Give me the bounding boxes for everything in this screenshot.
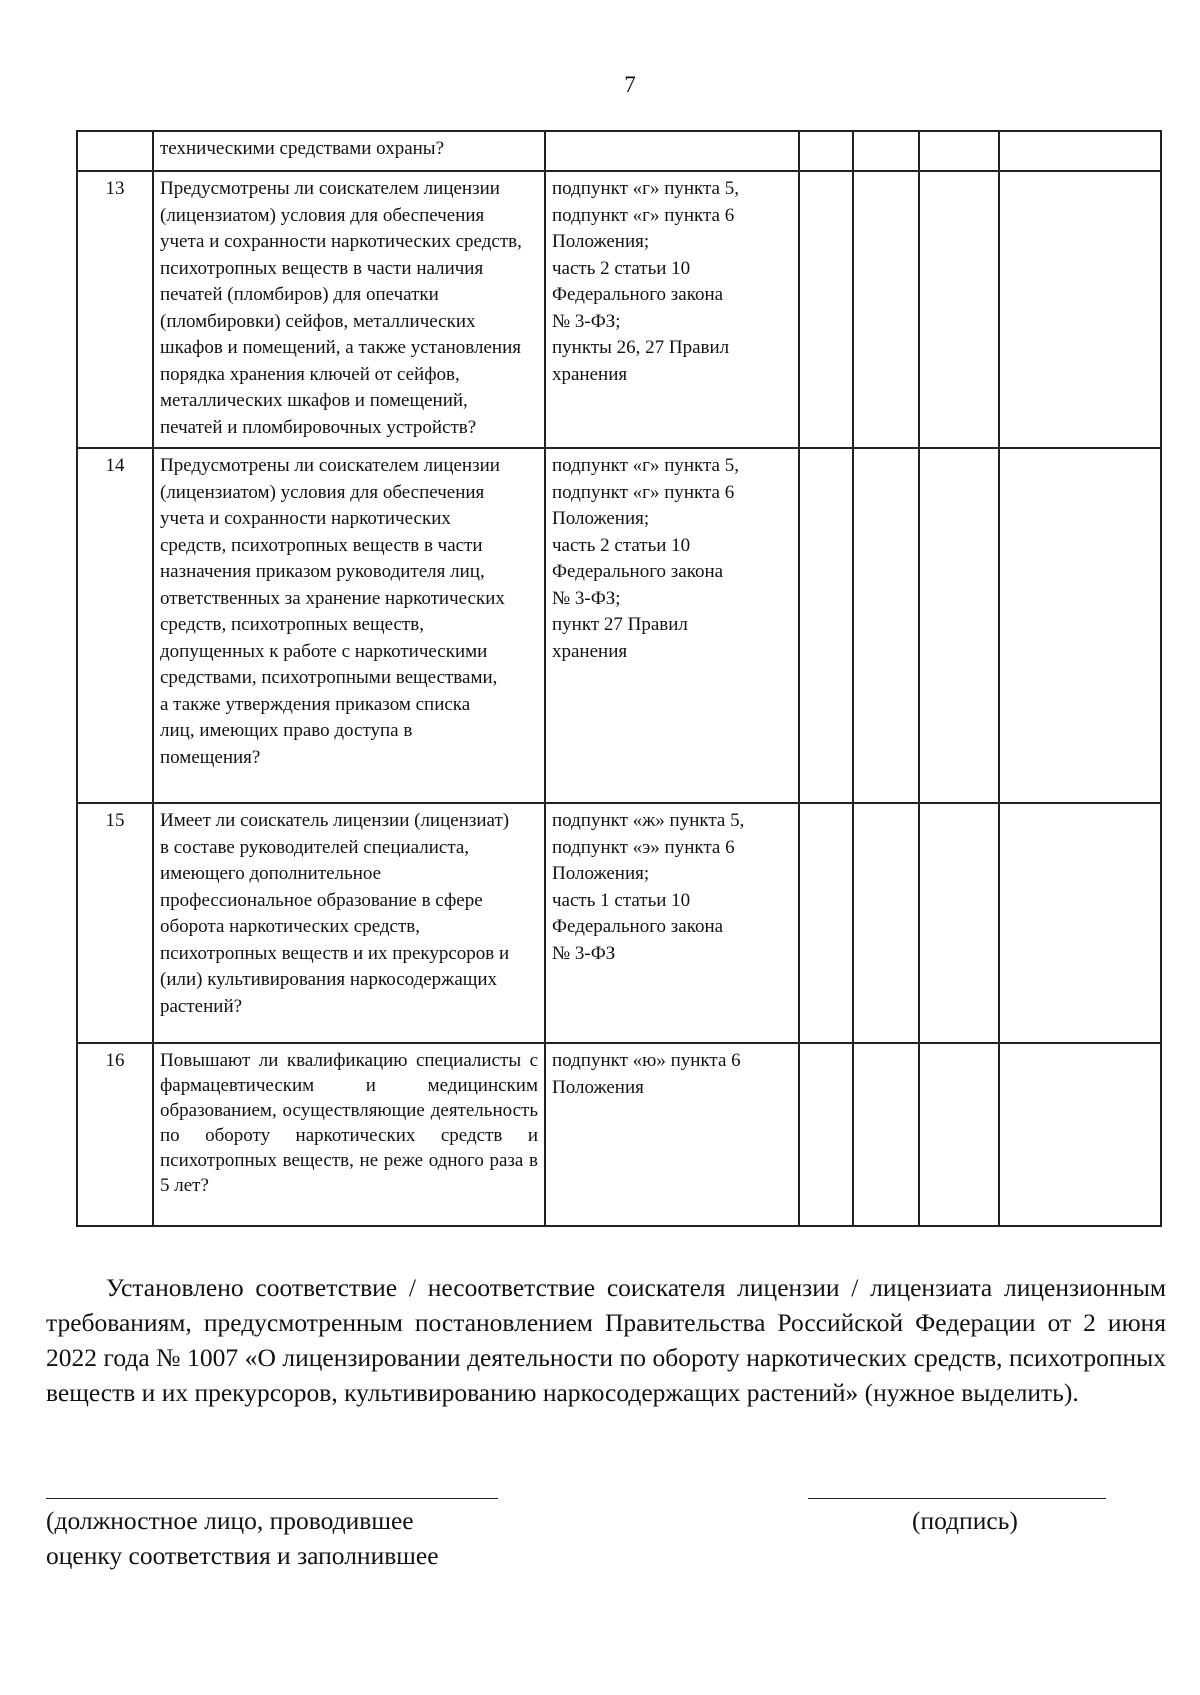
table-row	[77, 448, 1161, 803]
official-caption: (должностное лицо, проводившее оценку соответствия и заполнившее	[46, 1506, 439, 1570]
answer-cell-no[interactable]	[853, 448, 919, 803]
requirement-question: Повышают ли квалификацию специалисты с фармацевтическим и медицинским образованием, осуществляющие деятельность по обороту наркотических средств и психотропных веществ, не реже одного раза в 5 лет?	[153, 1043, 545, 1226]
signature-line	[808, 1498, 1106, 1499]
legal-basis	[545, 131, 799, 171]
notes-cell[interactable]	[999, 131, 1161, 171]
answer-cell-not-applicable[interactable]	[919, 171, 999, 448]
official-name-line	[46, 1498, 498, 1499]
table-row	[77, 803, 1161, 1043]
legal-basis: подпункт «ю» пункта 6 Положения	[545, 1043, 799, 1226]
row-number: 13	[77, 171, 153, 448]
legal-basis: подпункт «ж» пункта 5, подпункт «э» пункта 6 Положения; часть 1 статьи 10 Федерального закона № 3-ФЗ	[545, 803, 799, 1043]
answer-cell-yes[interactable]	[799, 171, 853, 448]
row-number	[77, 131, 153, 171]
row-number: 16	[77, 1043, 153, 1226]
answer-cell-no[interactable]	[853, 803, 919, 1043]
answer-cell-yes[interactable]	[799, 448, 853, 803]
notes-cell[interactable]	[999, 803, 1161, 1043]
legal-basis: подпункт «г» пункта 5, подпункт «г» пункта 6 Положения; часть 2 статьи 10 Федерального закона № 3-ФЗ; пункты 26, 27 Правил хранения	[545, 171, 799, 448]
signature-caption: (подпись)	[912, 1506, 1018, 1535]
notes-cell[interactable]	[999, 1043, 1161, 1226]
answer-cell-no[interactable]	[853, 131, 919, 171]
row-number: 14	[77, 448, 153, 803]
answer-cell-yes[interactable]	[799, 803, 853, 1043]
row-number: 15	[77, 803, 153, 1043]
table-row	[77, 1043, 1161, 1226]
answer-cell-not-applicable[interactable]	[919, 448, 999, 803]
answer-cell-no[interactable]	[853, 171, 919, 448]
notes-cell[interactable]	[999, 448, 1161, 803]
requirement-question: Предусмотрены ли соискателем лицензии (лицензиатом) условия для обеспечения учета и сохранности наркотических средств, психотропных веществ в части наличия печатей (пломбиров) для опечатки (пломбировки) сейфов, металлических шкафов и помещений, а также установления порядка хранения ключей от сейфов, металлических шкафов и помещений, печатей и пломбировочных устройств?	[153, 171, 545, 448]
answer-cell-not-applicable[interactable]	[919, 1043, 999, 1226]
notes-cell[interactable]	[999, 171, 1161, 448]
requirement-question: Имеет ли соискатель лицензии (лицензиат) в составе руководителей специалиста, имеющего дополнительное профессиональное образование в сфере оборота наркотических средств, психотропных веществ и их прекурсоров и (или) культивирования наркосодержащих растений?	[153, 803, 545, 1043]
legal-basis: подпункт «г» пункта 5, подпункт «г» пункта 6 Положения; часть 2 статьи 10 Федерального закона № 3-ФЗ; пункт 27 Правил хранения	[545, 448, 799, 803]
checklist-table	[76, 130, 1162, 1227]
requirement-question: Предусмотрены ли соискателем лицензии (лицензиатом) условия для обеспечения учета и сохранности наркотических средств, психотропных веществ в части назначения приказом руководителя лиц, ответственных за хранение наркотических средств, психотропных веществ, допущенных к работе с наркотическими средствами, психотропными веществами, а также утверждения приказом списка лиц, имеющих право доступа в помещения?	[153, 448, 545, 803]
answer-cell-not-applicable[interactable]	[919, 803, 999, 1043]
answer-cell-yes[interactable]	[799, 131, 853, 171]
answer-cell-no[interactable]	[853, 1043, 919, 1226]
answer-cell-not-applicable[interactable]	[919, 131, 999, 171]
conclusion-paragraph: Установлено соответствие / несоответствие соискателя лицензии / лицензиата лицензионным требованиям, предусмотренным постановлением Правительства Российской Федерации от 2 июня 2022 года № 1007 «О лицензировании деятельности по обороту наркотических средств, психотропных веществ и их прекурсоров, культивированию наркосодержащих растений» (нужное выделить).	[46, 1273, 1166, 1407]
requirement-question: техническими средствами охраны?	[153, 131, 545, 171]
table-row	[77, 131, 1161, 171]
table-row	[77, 171, 1161, 448]
answer-cell-yes[interactable]	[799, 1043, 853, 1226]
page-number: 7	[624, 72, 636, 97]
